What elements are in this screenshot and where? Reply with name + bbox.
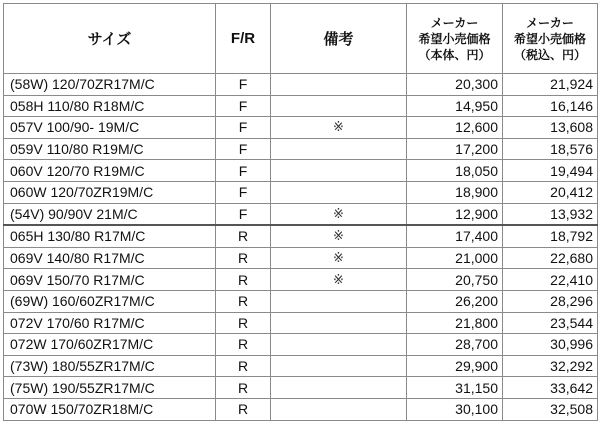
fr-cell: F bbox=[216, 74, 271, 96]
table-row bbox=[4, 160, 598, 182]
fr-cell: R bbox=[216, 377, 271, 399]
table-row bbox=[4, 355, 598, 377]
note-cell bbox=[271, 290, 407, 312]
size-cell: 060V 120/70 R19M/C bbox=[4, 160, 216, 182]
note-cell bbox=[271, 334, 407, 356]
price-net-cell: 30,100 bbox=[407, 398, 503, 420]
price-net-cell: 12,600 bbox=[407, 117, 503, 139]
size-cell: 072W 170/60ZR17M/C bbox=[4, 334, 216, 356]
fr-cell: F bbox=[216, 117, 271, 139]
price-net-cell: 31,150 bbox=[407, 377, 503, 399]
header-price-tax-line1: メーカー bbox=[526, 15, 574, 30]
price-tax-cell: 18,792 bbox=[503, 225, 598, 247]
note-cell bbox=[271, 398, 407, 420]
table-row bbox=[4, 398, 598, 420]
fr-cell: R bbox=[216, 247, 271, 269]
fr-cell: R bbox=[216, 355, 271, 377]
fr-cell: R bbox=[216, 290, 271, 312]
fr-cell: R bbox=[216, 225, 271, 247]
tire-price-table bbox=[3, 3, 598, 421]
header-price-tax bbox=[503, 4, 598, 74]
header-row bbox=[4, 4, 598, 74]
header-price-net bbox=[407, 4, 503, 74]
price-tax-cell: 22,410 bbox=[503, 269, 598, 291]
fr-cell: R bbox=[216, 334, 271, 356]
price-net-cell: 28,700 bbox=[407, 334, 503, 356]
price-tax-cell: 18,576 bbox=[503, 138, 598, 160]
size-cell: 059V 110/80 R19M/C bbox=[4, 138, 216, 160]
note-cell: ※ bbox=[271, 269, 407, 291]
price-net-cell: 18,050 bbox=[407, 160, 503, 182]
note-cell: ※ bbox=[271, 225, 407, 247]
price-net-cell: 20,300 bbox=[407, 74, 503, 96]
size-cell: 057V 100/90- 19M/C bbox=[4, 117, 216, 139]
header-price-tax-line2: 希望小売価格 bbox=[513, 31, 586, 46]
table-row bbox=[4, 247, 598, 269]
header-price-net-line3: （本体、円） bbox=[418, 47, 491, 62]
table-row bbox=[4, 95, 598, 117]
note-cell bbox=[271, 312, 407, 334]
table-row bbox=[4, 377, 598, 399]
price-net-cell: 18,900 bbox=[407, 181, 503, 203]
price-net-cell: 21,800 bbox=[407, 312, 503, 334]
price-tax-cell: 22,680 bbox=[503, 247, 598, 269]
size-cell: 069V 150/70 R17M/C bbox=[4, 269, 216, 291]
table-row bbox=[4, 181, 598, 203]
table-row bbox=[4, 225, 598, 247]
note-cell bbox=[271, 138, 407, 160]
price-net-cell: 26,200 bbox=[407, 290, 503, 312]
size-cell: (75W) 190/55ZR17M/C bbox=[4, 377, 216, 399]
price-net-cell: 21,000 bbox=[407, 247, 503, 269]
price-tax-cell: 23,544 bbox=[503, 312, 598, 334]
fr-cell: F bbox=[216, 160, 271, 182]
price-tax-cell: 16,146 bbox=[503, 95, 598, 117]
header-price-net-line2: 希望小売価格 bbox=[418, 31, 491, 46]
table-row bbox=[4, 269, 598, 291]
size-cell: (73W) 180/55ZR17M/C bbox=[4, 355, 216, 377]
note-cell bbox=[271, 160, 407, 182]
price-tax-cell: 28,296 bbox=[503, 290, 598, 312]
note-cell: ※ bbox=[271, 117, 407, 139]
fr-cell: R bbox=[216, 269, 271, 291]
price-net-cell: 29,900 bbox=[407, 355, 503, 377]
table-row bbox=[4, 117, 598, 139]
price-net-cell: 20,750 bbox=[407, 269, 503, 291]
price-net-cell: 17,400 bbox=[407, 225, 503, 247]
size-cell: 070W 150/70ZR18M/C bbox=[4, 398, 216, 420]
size-cell: 065H 130/80 R17M/C bbox=[4, 225, 216, 247]
table-row bbox=[4, 203, 598, 225]
note-cell: ※ bbox=[271, 203, 407, 225]
fr-cell: F bbox=[216, 181, 271, 203]
price-tax-cell: 32,292 bbox=[503, 355, 598, 377]
price-tax-cell: 13,932 bbox=[503, 203, 598, 225]
size-cell: (69W) 160/60ZR17M/C bbox=[4, 290, 216, 312]
table-row bbox=[4, 74, 598, 96]
price-tax-cell: 30,996 bbox=[503, 334, 598, 356]
size-cell: (58W) 120/70ZR17M/C bbox=[4, 74, 216, 96]
size-cell: 060W 120/70ZR19M/C bbox=[4, 181, 216, 203]
fr-cell: R bbox=[216, 398, 271, 420]
price-net-cell: 14,950 bbox=[407, 95, 503, 117]
size-cell: 058H 110/80 R18M/C bbox=[4, 95, 216, 117]
price-tax-cell: 20,412 bbox=[503, 181, 598, 203]
size-cell: 072V 170/60 R17M/C bbox=[4, 312, 216, 334]
size-cell: (54V) 90/90V 21M/C bbox=[4, 203, 216, 225]
price-tax-cell: 13,608 bbox=[503, 117, 598, 139]
fr-cell: R bbox=[216, 312, 271, 334]
price-tax-cell: 19,494 bbox=[503, 160, 598, 182]
table-body bbox=[4, 74, 598, 421]
header-note: 備考 bbox=[271, 4, 407, 74]
fr-cell: F bbox=[216, 95, 271, 117]
note-cell bbox=[271, 95, 407, 117]
note-cell bbox=[271, 377, 407, 399]
header-price-tax-line3: （税込、円） bbox=[513, 47, 586, 62]
note-cell bbox=[271, 355, 407, 377]
note-cell bbox=[271, 181, 407, 203]
price-tax-cell: 32,508 bbox=[503, 398, 598, 420]
note-cell bbox=[271, 74, 407, 96]
table-row bbox=[4, 312, 598, 334]
header-price-net-line1: メーカー bbox=[430, 15, 479, 30]
note-cell: ※ bbox=[271, 247, 407, 269]
price-net-cell: 17,200 bbox=[407, 138, 503, 160]
table-row bbox=[4, 290, 598, 312]
fr-cell: F bbox=[216, 203, 271, 225]
size-cell: 069V 140/80 R17M/C bbox=[4, 247, 216, 269]
header-fr: F/R bbox=[216, 4, 271, 74]
header-size: サイズ bbox=[4, 4, 216, 74]
price-tax-cell: 33,642 bbox=[503, 377, 598, 399]
table-row bbox=[4, 138, 598, 160]
fr-cell: F bbox=[216, 138, 271, 160]
table-row bbox=[4, 334, 598, 356]
price-net-cell: 12,900 bbox=[407, 203, 503, 225]
price-tax-cell: 21,924 bbox=[503, 74, 598, 96]
